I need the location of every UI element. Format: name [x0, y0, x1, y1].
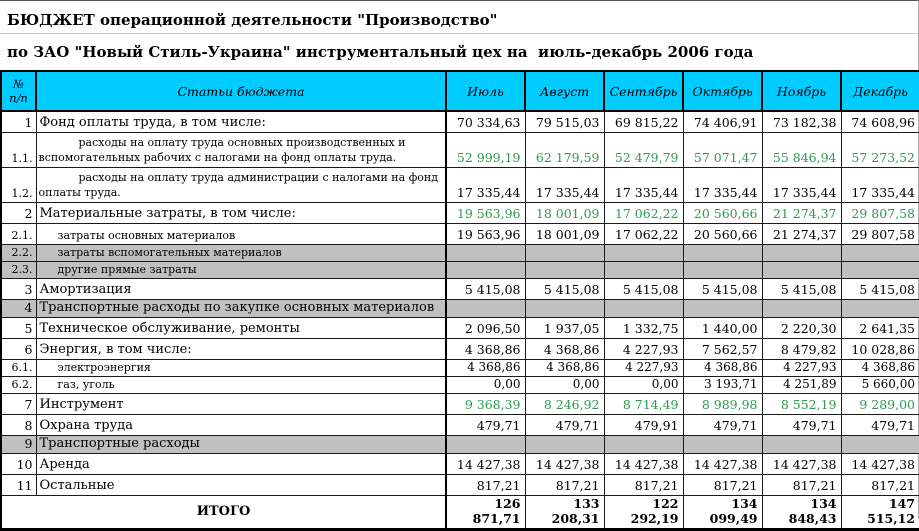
value-cell[interactable]: 62 179,59	[525, 132, 604, 167]
table-header-row	[1, 71, 919, 111]
value-cell[interactable]: 17 335,44	[762, 167, 841, 202]
row-number-cell[interactable]: 10	[1, 453, 36, 474]
value-cell[interactable]: 29 807,58	[841, 223, 919, 244]
table-row	[1, 299, 919, 317]
header-month-august[interactable]: Август	[525, 71, 604, 111]
value-cell[interactable]: 52 999,19	[446, 132, 525, 167]
value-cell[interactable]	[604, 299, 683, 317]
value-cell[interactable]: 817,21	[841, 474, 919, 495]
value-cell[interactable]: 4 368,86	[446, 359, 525, 376]
total-row	[1, 495, 919, 529]
value-cell[interactable]: 14 427,38	[604, 453, 683, 474]
value-cell[interactable]: 4 368,86	[841, 359, 919, 376]
value-cell[interactable]: 17 335,44	[525, 167, 604, 202]
value-cell[interactable]: 5 415,08	[762, 278, 841, 299]
value-cell[interactable]: 2 220,30	[762, 317, 841, 338]
value-cell[interactable]: 14 427,38	[446, 453, 525, 474]
value-cell[interactable]	[762, 244, 841, 261]
value-cell[interactable]: 8 989,98	[683, 393, 762, 414]
value-cell[interactable]: 4 368,86	[525, 338, 604, 359]
value-cell[interactable]	[446, 261, 525, 278]
value-cell[interactable]: 57 273,52	[841, 132, 919, 167]
value-cell[interactable]: 5 660,00	[841, 376, 919, 393]
value-cell[interactable]: 479,71	[841, 414, 919, 435]
budget-item-label-cell[interactable]: расходы на оплату труда основных производственных и вспомогательных рабочих с налогами на фонд оплаты труда.	[36, 132, 446, 167]
table-row	[1, 244, 919, 261]
value-cell[interactable]	[525, 261, 604, 278]
value-cell[interactable]: 5 415,08	[683, 278, 762, 299]
row-number-cell[interactable]: 1.1.	[1, 132, 36, 167]
header-month-october[interactable]: Октябрь	[683, 71, 762, 111]
value-cell[interactable]: 14 427,38	[683, 453, 762, 474]
budget-item-label-cell[interactable]: Аренда	[36, 453, 446, 474]
value-cell[interactable]: 14 427,38	[762, 453, 841, 474]
table-row	[1, 376, 919, 393]
value-cell[interactable]: 479,71	[446, 414, 525, 435]
value-cell[interactable]	[525, 299, 604, 317]
budget-item-label-cell[interactable]: затраты основных материалов	[36, 223, 446, 244]
budget-item-label-cell[interactable]: Материальные затраты, в том числе:	[36, 202, 446, 223]
value-cell[interactable]: 19 563,96	[446, 202, 525, 223]
value-cell[interactable]: 4 368,86	[525, 359, 604, 376]
value-cell[interactable]: 20 560,66	[683, 202, 762, 223]
value-cell[interactable]: 18 001,09	[525, 223, 604, 244]
value-cell[interactable]	[683, 435, 762, 453]
value-cell[interactable]: 5 415,08	[446, 278, 525, 299]
total-label-cell[interactable]: ИТОГО	[1, 495, 446, 529]
budget-item-label-cell[interactable]: Охрана труда	[36, 414, 446, 435]
row-number-cell[interactable]: 2.3.	[1, 261, 36, 278]
value-cell[interactable]: 817,21	[604, 474, 683, 495]
header-month-september[interactable]: Сентябрь	[604, 71, 683, 111]
value-cell[interactable]	[762, 261, 841, 278]
row-number-cell[interactable]: 9	[1, 435, 36, 453]
value-cell[interactable]: 9 368,39	[446, 393, 525, 414]
value-cell[interactable]	[841, 244, 919, 261]
value-cell[interactable]: 21 274,37	[762, 223, 841, 244]
value-cell[interactable]: 4 368,86	[683, 359, 762, 376]
value-cell[interactable]	[762, 299, 841, 317]
value-cell[interactable]: 3 193,71	[683, 376, 762, 393]
value-cell[interactable]	[525, 435, 604, 453]
table-row	[1, 338, 919, 359]
value-cell[interactable]	[604, 244, 683, 261]
budget-item-label-cell[interactable]: Энергия, в том числе:	[36, 338, 446, 359]
value-cell[interactable]: 134 099,49	[683, 495, 762, 529]
value-cell[interactable]: 17 335,44	[683, 167, 762, 202]
table-row	[1, 261, 919, 278]
value-cell[interactable]: 8 479,82	[762, 338, 841, 359]
header-row-number[interactable]	[1, 71, 36, 111]
value-cell[interactable]: 7 562,57	[683, 338, 762, 359]
value-cell[interactable]	[683, 299, 762, 317]
table-row	[1, 278, 919, 299]
value-cell[interactable]: 69 815,22	[604, 111, 683, 132]
budget-item-label-cell[interactable]: Инструмент	[36, 393, 446, 414]
value-cell[interactable]	[446, 435, 525, 453]
value-cell[interactable]: 74 608,96	[841, 111, 919, 132]
value-cell[interactable]: 8 714,49	[604, 393, 683, 414]
value-cell[interactable]: 817,21	[762, 474, 841, 495]
value-cell[interactable]: 0,00	[525, 376, 604, 393]
value-cell[interactable]: 55 846,94	[762, 132, 841, 167]
row-number-cell[interactable]: 3	[1, 278, 36, 299]
value-cell[interactable]: 126 871,71	[446, 495, 525, 529]
value-cell[interactable]: 4 227,93	[762, 359, 841, 376]
table-row	[1, 359, 919, 376]
value-cell[interactable]: 817,21	[446, 474, 525, 495]
value-cell[interactable]: 0,00	[446, 376, 525, 393]
value-cell[interactable]: 9 289,00	[841, 393, 919, 414]
value-cell[interactable]: 18 001,09	[525, 202, 604, 223]
value-cell[interactable]: 17 062,22	[604, 223, 683, 244]
budget-item-label-cell[interactable]: Техническое обслуживание, ремонты	[36, 317, 446, 338]
value-cell[interactable]: 122 292,19	[604, 495, 683, 529]
value-cell[interactable]	[604, 261, 683, 278]
table-row	[1, 317, 919, 338]
table-row	[1, 167, 919, 202]
value-cell[interactable]: 21 274,37	[762, 202, 841, 223]
row-number-cell[interactable]: 1	[1, 111, 36, 132]
row-number-cell[interactable]: 1.2.	[1, 167, 36, 202]
value-cell[interactable]	[525, 244, 604, 261]
budget-table	[0, 70, 919, 531]
row-number-cell[interactable]: 11	[1, 474, 36, 495]
value-cell[interactable]	[604, 435, 683, 453]
row-number-cell[interactable]: 6.1.	[1, 359, 36, 376]
table-row	[1, 414, 919, 435]
value-cell[interactable]: 1 332,75	[604, 317, 683, 338]
value-cell[interactable]: 4 227,93	[604, 359, 683, 376]
budget-item-label-cell[interactable]: другие прямые затраты	[36, 261, 446, 278]
value-cell[interactable]: 5 415,08	[525, 278, 604, 299]
value-cell[interactable]: 79 515,03	[525, 111, 604, 132]
value-cell[interactable]: 17 335,44	[841, 167, 919, 202]
value-cell[interactable]: 817,21	[683, 474, 762, 495]
value-cell[interactable]: 479,71	[762, 414, 841, 435]
value-cell[interactable]: 14 427,38	[525, 453, 604, 474]
budget-item-label-cell[interactable]: Амортизация	[36, 278, 446, 299]
value-cell[interactable]: 73 182,38	[762, 111, 841, 132]
row-number-cell[interactable]: 7	[1, 393, 36, 414]
row-number-cell[interactable]: 4	[1, 299, 36, 317]
value-cell[interactable]: 8 552,19	[762, 393, 841, 414]
value-cell[interactable]: 70 334,63	[446, 111, 525, 132]
value-cell[interactable]: 479,71	[683, 414, 762, 435]
table-row	[1, 223, 919, 244]
table-row	[1, 393, 919, 414]
value-cell[interactable]	[446, 299, 525, 317]
value-cell[interactable]: 8 246,92	[525, 393, 604, 414]
value-cell[interactable]: 133 208,31	[525, 495, 604, 529]
value-cell[interactable]: 817,21	[525, 474, 604, 495]
table-row	[1, 202, 919, 223]
value-cell[interactable]: 2 641,35	[841, 317, 919, 338]
value-cell[interactable]: 0,00	[604, 376, 683, 393]
value-cell[interactable]: 5 415,08	[841, 278, 919, 299]
table-row	[1, 453, 919, 474]
table-row	[1, 435, 919, 453]
value-cell[interactable]: 14 427,38	[841, 453, 919, 474]
row-number-cell[interactable]: 5	[1, 317, 36, 338]
value-cell[interactable]: 134 848,43	[762, 495, 841, 529]
header-month-december[interactable]: Декабрь	[841, 71, 919, 111]
value-cell[interactable]: 74 406,91	[683, 111, 762, 132]
row-number-cell[interactable]: 8	[1, 414, 36, 435]
value-cell[interactable]: 17 335,44	[604, 167, 683, 202]
value-cell[interactable]: 1 937,05	[525, 317, 604, 338]
value-cell[interactable]	[841, 261, 919, 278]
value-cell[interactable]: 2 096,50	[446, 317, 525, 338]
row-number-cell[interactable]: 2.1.	[1, 223, 36, 244]
value-cell[interactable]: 479,71	[525, 414, 604, 435]
value-cell[interactable]	[683, 244, 762, 261]
budget-item-label-cell[interactable]: Транспортные расходы по закупке основных материалов	[36, 299, 446, 317]
budget-item-label-cell[interactable]: Фонд оплаты труда, в том числе:	[36, 111, 446, 132]
value-cell[interactable]	[446, 244, 525, 261]
budget-item-label-cell[interactable]: Транспортные расходы	[36, 435, 446, 453]
row-number-cell[interactable]: 6.2.	[1, 376, 36, 393]
value-cell[interactable]: 147 515,12	[841, 495, 919, 529]
value-cell[interactable]	[841, 299, 919, 317]
budget-title-line2: по ЗАО "Новый Стиль-Украина" инструментальный цех на июль-декабрь 2006 года	[7, 43, 754, 61]
value-cell[interactable]: 20 560,66	[683, 223, 762, 244]
header-row-number-bottom: п/п	[9, 91, 28, 105]
value-cell[interactable]: 1 440,00	[683, 317, 762, 338]
budget-item-label-cell[interactable]: электроэнергия	[36, 359, 446, 376]
value-cell[interactable]	[841, 435, 919, 453]
value-cell[interactable]	[762, 435, 841, 453]
value-cell[interactable]	[683, 261, 762, 278]
header-row-number-top: №	[13, 77, 24, 91]
header-month-november[interactable]: Ноябрь	[762, 71, 841, 111]
value-cell[interactable]: 57 071,47	[683, 132, 762, 167]
header-budget-items[interactable]: Статьи бюджета	[36, 71, 446, 111]
budget-item-label-cell[interactable]: затраты вспомогательных материалов	[36, 244, 446, 261]
row-number-cell[interactable]: 6	[1, 338, 36, 359]
budget-title-line1: БЮДЖЕТ операционной деятельности "Производство"	[0, 1, 918, 34]
value-cell[interactable]: 19 563,96	[446, 223, 525, 244]
budget-item-label-cell[interactable]: расходы на оплату труда администрации с налогами на фонд оплаты труда.	[36, 167, 446, 202]
value-cell[interactable]: 17 335,44	[446, 167, 525, 202]
value-cell[interactable]: 4 368,86	[446, 338, 525, 359]
value-cell[interactable]: 4 227,93	[604, 338, 683, 359]
value-cell[interactable]: 479,91	[604, 414, 683, 435]
row-number-cell[interactable]: 2	[1, 202, 36, 223]
value-cell[interactable]: 4 251,89	[762, 376, 841, 393]
value-cell[interactable]: 52 479,79	[604, 132, 683, 167]
value-cell[interactable]: 17 062,22	[604, 202, 683, 223]
budget-item-label-cell[interactable]: Остальные	[36, 474, 446, 495]
row-number-cell[interactable]: 2.2.	[1, 244, 36, 261]
table-row	[1, 132, 919, 167]
table-row	[1, 474, 919, 495]
value-cell[interactable]: 5 415,08	[604, 278, 683, 299]
value-cell[interactable]: 29 807,58	[841, 202, 919, 223]
value-cell[interactable]: 10 028,86	[841, 338, 919, 359]
header-month-july[interactable]: Июль	[446, 71, 525, 111]
title-block	[0, 1, 918, 70]
budget-item-label-cell[interactable]: газ, уголь	[36, 376, 446, 393]
table-row	[1, 111, 919, 132]
